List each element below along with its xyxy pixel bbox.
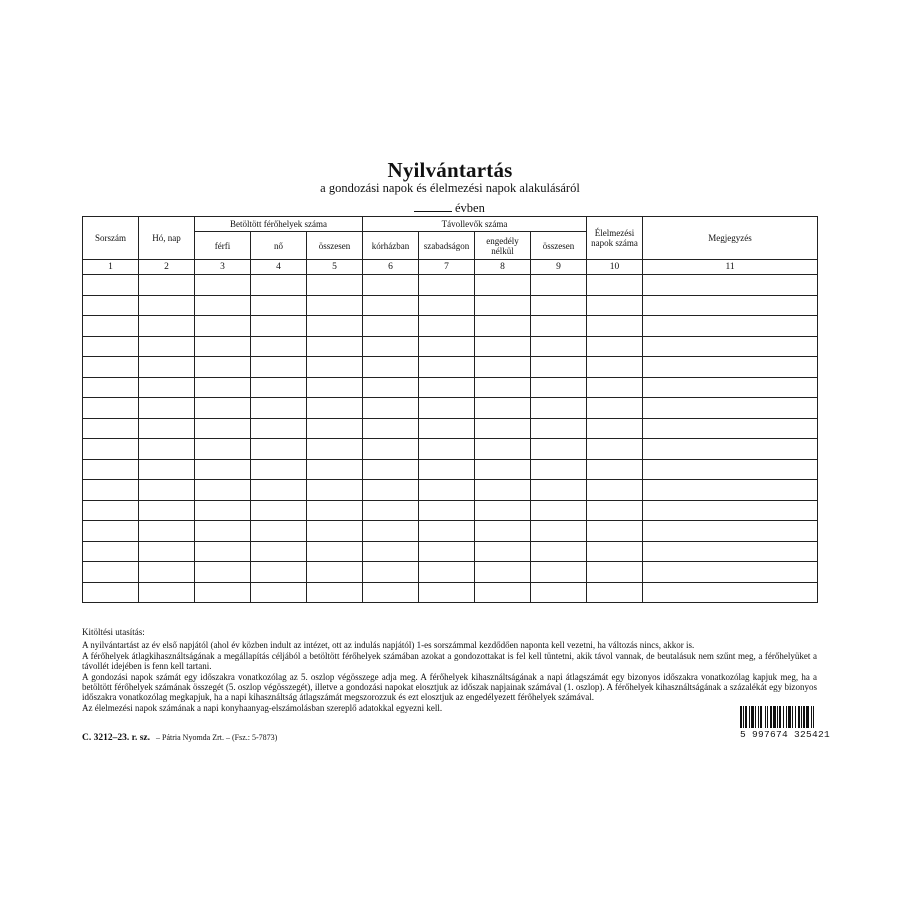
entry-cell[interactable] <box>531 562 587 583</box>
entry-cell[interactable] <box>363 582 419 603</box>
barcode-bar <box>749 706 750 728</box>
entry-cell[interactable] <box>83 541 139 562</box>
entry-cell[interactable] <box>475 500 531 521</box>
entry-cell[interactable] <box>643 316 818 337</box>
table-row <box>83 500 818 521</box>
year-line <box>414 200 485 216</box>
entry-cell[interactable] <box>307 459 363 480</box>
entry-cell[interactable] <box>139 562 195 583</box>
barcode-bar <box>765 706 766 728</box>
column-number: 4 <box>251 260 307 275</box>
entry-cell[interactable] <box>531 418 587 439</box>
entry-cell[interactable] <box>531 521 587 542</box>
entry-cell[interactable] <box>419 418 475 439</box>
header-szabadsagon: szabadságon <box>419 232 475 260</box>
entry-cell[interactable] <box>475 336 531 357</box>
entry-cell[interactable] <box>83 480 139 501</box>
entry-cell[interactable] <box>363 275 419 296</box>
column-number: 3 <box>195 260 251 275</box>
entry-cell[interactable] <box>139 500 195 521</box>
year-label: évben <box>455 201 485 215</box>
entry-cell[interactable] <box>643 377 818 398</box>
entry-cell[interactable] <box>475 357 531 378</box>
entry-cell[interactable] <box>83 562 139 583</box>
entry-cell[interactable] <box>139 357 195 378</box>
entry-cell[interactable] <box>307 541 363 562</box>
entry-cell[interactable] <box>475 582 531 603</box>
entry-cell[interactable] <box>419 500 475 521</box>
entry-cell[interactable] <box>643 582 818 603</box>
entry-cell[interactable] <box>587 275 643 296</box>
entry-cell[interactable] <box>363 316 419 337</box>
entry-cell[interactable] <box>643 398 818 419</box>
entry-cell[interactable] <box>307 562 363 583</box>
table-row <box>83 275 818 296</box>
column-number: 11 <box>643 260 818 275</box>
barcode-number: 5 997674 325421 <box>740 729 831 740</box>
entry-cell[interactable] <box>83 500 139 521</box>
entry-cell[interactable] <box>83 295 139 316</box>
entry-cell[interactable] <box>307 275 363 296</box>
barcode-bar <box>806 706 809 728</box>
entry-cell[interactable] <box>363 459 419 480</box>
entry-cell[interactable] <box>195 582 251 603</box>
entry-cell[interactable] <box>251 418 307 439</box>
instructions-p3: A gondozási napok számát egy időszakra vonatkozólag az 5. oszlop végösszege adja meg. A férőhelyek kihasználtságának a napi átlagszámát egy bizonyos időszakra vonatkozólag kapjuk meg, ha a betöltött férőhelyek számának összegét (5. oszlop végösszegét), illetve a gondozási napokat elosztjuk az időszak napjainak számával (1. oszlop). A férőhelyek kihasználtságának a százalékát egy bizonyos időszakra vonatkozólag megkapjuk, ha a napi kihasználtság átlagszámát megszorozzuk és ezt elosztjuk az engedélyezett férőhelyek számával. <box>82 671 817 703</box>
entry-cell[interactable] <box>307 439 363 460</box>
entry-cell[interactable] <box>475 521 531 542</box>
entry-cell[interactable] <box>475 316 531 337</box>
table-row <box>83 541 818 562</box>
barcode-bar <box>755 706 756 728</box>
entry-cell[interactable] <box>195 336 251 357</box>
entry-cell[interactable] <box>83 336 139 357</box>
entry-cell[interactable] <box>419 439 475 460</box>
header-osszesen-tavol: összesen <box>531 232 587 260</box>
entry-cell[interactable] <box>587 316 643 337</box>
barcode-bar <box>795 706 796 728</box>
table-row <box>83 398 818 419</box>
entry-cell[interactable] <box>643 541 818 562</box>
table-row <box>83 295 818 316</box>
entry-cell[interactable] <box>419 582 475 603</box>
document-subtitle: a gondozási napok és élelmezési napok alakulásáról <box>320 181 580 195</box>
entry-cell[interactable] <box>83 521 139 542</box>
entry-cell[interactable] <box>307 295 363 316</box>
entry-cell[interactable] <box>643 500 818 521</box>
entry-cell[interactable] <box>643 562 818 583</box>
entry-cell[interactable] <box>363 418 419 439</box>
barcode-bar <box>773 706 776 728</box>
barcode-bar <box>751 706 754 728</box>
entry-cell[interactable] <box>307 316 363 337</box>
entry-cell[interactable] <box>531 398 587 419</box>
entry-cell[interactable] <box>531 459 587 480</box>
column-number: 10 <box>587 260 643 275</box>
column-number: 8 <box>475 260 531 275</box>
column-number: 6 <box>363 260 419 275</box>
entry-cell[interactable] <box>587 500 643 521</box>
entry-cell[interactable] <box>363 439 419 460</box>
entry-cell[interactable] <box>363 357 419 378</box>
entry-cell[interactable] <box>139 336 195 357</box>
entry-cell[interactable] <box>419 541 475 562</box>
entry-cell[interactable] <box>531 582 587 603</box>
entry-cell[interactable] <box>195 541 251 562</box>
entry-cell[interactable] <box>139 521 195 542</box>
table-row <box>83 480 818 501</box>
entry-cell[interactable] <box>307 500 363 521</box>
entry-cell[interactable] <box>531 275 587 296</box>
entry-cell[interactable] <box>587 582 643 603</box>
header-ferfi: férfi <box>195 232 251 260</box>
entry-cell[interactable] <box>251 357 307 378</box>
table-row <box>83 336 818 357</box>
entry-cell[interactable] <box>587 357 643 378</box>
entry-cell[interactable] <box>307 582 363 603</box>
header-sorszam: Sorszám <box>83 217 139 260</box>
column-number: 2 <box>139 260 195 275</box>
entry-cell[interactable] <box>83 439 139 460</box>
entry-cell[interactable] <box>531 357 587 378</box>
entry-cell[interactable] <box>195 316 251 337</box>
entry-cell[interactable] <box>531 377 587 398</box>
entry-cell[interactable] <box>251 439 307 460</box>
entry-cell[interactable] <box>643 418 818 439</box>
entry-cell[interactable] <box>251 459 307 480</box>
barcode-bar <box>792 706 793 728</box>
entry-cell[interactable] <box>587 336 643 357</box>
entry-cell[interactable] <box>643 275 818 296</box>
entry-cell[interactable] <box>83 459 139 480</box>
entry-cell[interactable] <box>643 459 818 480</box>
barcode-bar <box>803 706 805 728</box>
entry-cell[interactable] <box>251 316 307 337</box>
entry-cell[interactable] <box>251 541 307 562</box>
column-number: 9 <box>531 260 587 275</box>
entry-cell[interactable] <box>195 439 251 460</box>
entry-cell[interactable] <box>251 480 307 501</box>
entry-cell[interactable] <box>83 377 139 398</box>
entry-cell[interactable] <box>307 480 363 501</box>
entry-cell[interactable] <box>195 480 251 501</box>
entry-cell[interactable] <box>251 336 307 357</box>
entry-cell[interactable] <box>587 562 643 583</box>
entry-cell[interactable] <box>195 295 251 316</box>
header-group-betoltott: Betöltött férőhelyek száma <box>195 217 363 232</box>
entry-cell[interactable] <box>195 418 251 439</box>
barcode-bar <box>798 706 800 728</box>
instructions-p4: Az élelmezési napok számának a napi konyhaanyag-elszámolásban szereplő adatokkal egyezni kell. <box>82 702 443 713</box>
table-row <box>83 439 818 460</box>
entry-cell[interactable] <box>531 295 587 316</box>
entry-cell[interactable] <box>195 459 251 480</box>
entry-cell[interactable] <box>363 521 419 542</box>
table-row <box>83 521 818 542</box>
header-ho-nap: Hó, nap <box>139 217 195 260</box>
entry-cell[interactable] <box>587 295 643 316</box>
header-megjegyzes: Megjegyzés <box>643 217 818 260</box>
header-elelmezesi: Élelmezési napok száma <box>587 217 643 260</box>
header-korhazban: kórházban <box>363 232 419 260</box>
entry-cell[interactable] <box>419 562 475 583</box>
entry-cell[interactable] <box>419 459 475 480</box>
entry-cell[interactable] <box>419 521 475 542</box>
entry-cell[interactable] <box>475 398 531 419</box>
barcode-bar <box>767 706 768 728</box>
entry-cell[interactable] <box>587 480 643 501</box>
entry-cell[interactable] <box>363 480 419 501</box>
entry-cell[interactable] <box>363 336 419 357</box>
entry-cell[interactable] <box>251 562 307 583</box>
table-row <box>83 316 818 337</box>
barcode-bar <box>777 706 778 728</box>
entry-cell[interactable] <box>643 439 818 460</box>
entry-cell[interactable] <box>307 377 363 398</box>
entry-cell[interactable] <box>419 357 475 378</box>
year-blank-field[interactable] <box>414 200 452 212</box>
barcode-bar <box>783 706 784 728</box>
entry-cell[interactable] <box>251 295 307 316</box>
barcode-bar <box>811 706 812 728</box>
table-row <box>83 377 818 398</box>
entry-cell[interactable] <box>643 357 818 378</box>
entry-cell[interactable] <box>531 336 587 357</box>
entry-cell[interactable] <box>363 541 419 562</box>
form-code: C. 3212–23. r. sz. <box>82 733 150 743</box>
barcode-bar <box>758 706 759 728</box>
entry-cell[interactable] <box>251 521 307 542</box>
entry-cell[interactable] <box>531 316 587 337</box>
document-title: Nyilvántartás <box>387 158 513 182</box>
entry-cell[interactable] <box>307 418 363 439</box>
entry-cell[interactable] <box>195 357 251 378</box>
printer-info: – Pátria Nyomda Zrt. – (Fsz.: 5-7873) <box>156 733 278 742</box>
entry-cell[interactable] <box>251 398 307 419</box>
entry-cell[interactable] <box>587 418 643 439</box>
entry-cell[interactable] <box>643 521 818 542</box>
entry-cell[interactable] <box>139 582 195 603</box>
barcode-bar <box>788 706 791 728</box>
entry-cell[interactable] <box>307 336 363 357</box>
entry-cell[interactable] <box>531 500 587 521</box>
entry-cell[interactable] <box>643 480 818 501</box>
barcode <box>740 706 831 740</box>
header-engedely-nelkul: engedély nélkül <box>475 232 531 260</box>
entry-cell[interactable] <box>139 275 195 296</box>
entry-cell[interactable] <box>83 418 139 439</box>
entry-cell[interactable] <box>587 398 643 419</box>
entry-cell[interactable] <box>363 377 419 398</box>
entry-cell[interactable] <box>475 418 531 439</box>
entry-cell[interactable] <box>251 377 307 398</box>
entry-cell[interactable] <box>195 398 251 419</box>
entry-cell[interactable] <box>475 459 531 480</box>
table-row <box>83 418 818 439</box>
entry-cell[interactable] <box>83 357 139 378</box>
entry-cell[interactable] <box>475 480 531 501</box>
entry-cell[interactable] <box>139 541 195 562</box>
instructions-heading: Kitöltési utasítás: <box>82 627 145 637</box>
entry-cell[interactable] <box>587 459 643 480</box>
column-number: 5 <box>307 260 363 275</box>
barcode-bar <box>801 706 802 728</box>
instructions <box>82 627 817 713</box>
entry-cell[interactable] <box>531 480 587 501</box>
column-number-row <box>83 260 818 275</box>
entry-cell[interactable] <box>475 377 531 398</box>
entry-cell[interactable] <box>531 541 587 562</box>
entry-cell[interactable] <box>587 521 643 542</box>
column-number: 7 <box>419 260 475 275</box>
entry-cell[interactable] <box>419 295 475 316</box>
table-row <box>83 582 818 603</box>
entry-cell[interactable] <box>195 521 251 542</box>
entry-cell[interactable] <box>363 500 419 521</box>
entry-cell[interactable] <box>195 275 251 296</box>
table-row <box>83 357 818 378</box>
entry-cell[interactable] <box>363 398 419 419</box>
table-row <box>83 459 818 480</box>
header-no: nő <box>251 232 307 260</box>
header-osszesen: összesen <box>307 232 363 260</box>
header-group-tavollevok: Távollevők száma <box>363 217 587 232</box>
entry-cell[interactable] <box>587 439 643 460</box>
entry-cell[interactable] <box>251 500 307 521</box>
entry-cell[interactable] <box>195 562 251 583</box>
entry-cell[interactable] <box>307 398 363 419</box>
entry-cell[interactable] <box>475 295 531 316</box>
instructions-p2: A férőhelyek átlagkihasználtságának a megállapítás céljából a betöltött férőhelyek számában azokat a gondozottakat is fel kell tüntetni, akik távol vannak, de beutalásuk nem szűnt meg, a férőhelyüket a távollét idejében is fenn kell tartani. <box>82 650 817 672</box>
entry-cell[interactable] <box>643 336 818 357</box>
table-row <box>83 562 818 583</box>
entry-cell[interactable] <box>419 275 475 296</box>
entry-cell[interactable] <box>139 398 195 419</box>
entry-cell[interactable] <box>419 316 475 337</box>
entry-cell[interactable] <box>139 480 195 501</box>
barcode-bar <box>786 706 787 728</box>
entry-cell[interactable] <box>139 459 195 480</box>
instructions-p1: A nyilvántartást az év első napjától (ahol év közben indult az intézet, ott az indulás napjától) 1-es sorszámmal kezdődően naponta kell vezetni, ha változás nincs, akkor is. <box>82 640 695 651</box>
entry-cell[interactable] <box>419 398 475 419</box>
entry-cell[interactable] <box>419 377 475 398</box>
entry-cell[interactable] <box>419 336 475 357</box>
entry-cell[interactable] <box>139 295 195 316</box>
entry-cell[interactable] <box>83 582 139 603</box>
register-table <box>82 216 818 603</box>
barcode-bar <box>743 706 744 728</box>
entry-cell[interactable] <box>419 480 475 501</box>
barcode-bar <box>760 706 762 728</box>
entry-cell[interactable] <box>587 377 643 398</box>
entry-cell[interactable] <box>307 521 363 542</box>
barcode-bars-icon <box>740 706 816 728</box>
barcode-bar <box>740 706 742 728</box>
entry-cell[interactable] <box>251 275 307 296</box>
entry-cell[interactable] <box>587 541 643 562</box>
entry-cell[interactable] <box>139 439 195 460</box>
footer <box>82 733 277 743</box>
entry-cell[interactable] <box>363 562 419 583</box>
entry-cell[interactable] <box>251 582 307 603</box>
barcode-bar <box>779 706 781 728</box>
entry-cell[interactable] <box>475 562 531 583</box>
entry-cell[interactable] <box>531 439 587 460</box>
column-number: 1 <box>83 260 139 275</box>
barcode-bar <box>770 706 772 728</box>
entry-cell[interactable] <box>139 377 195 398</box>
entry-cell[interactable] <box>363 295 419 316</box>
entry-cell[interactable] <box>475 541 531 562</box>
entry-cell[interactable] <box>475 275 531 296</box>
barcode-bar <box>813 706 814 728</box>
entry-cell[interactable] <box>195 500 251 521</box>
entry-cell[interactable] <box>195 377 251 398</box>
entry-cell[interactable] <box>307 357 363 378</box>
entry-cell[interactable] <box>475 439 531 460</box>
entry-cell[interactable] <box>643 295 818 316</box>
entry-cell[interactable] <box>83 275 139 296</box>
barcode-bar <box>745 706 747 728</box>
entry-cell[interactable] <box>83 398 139 419</box>
entry-cell[interactable] <box>83 316 139 337</box>
entry-cell[interactable] <box>139 316 195 337</box>
entry-cell[interactable] <box>139 418 195 439</box>
